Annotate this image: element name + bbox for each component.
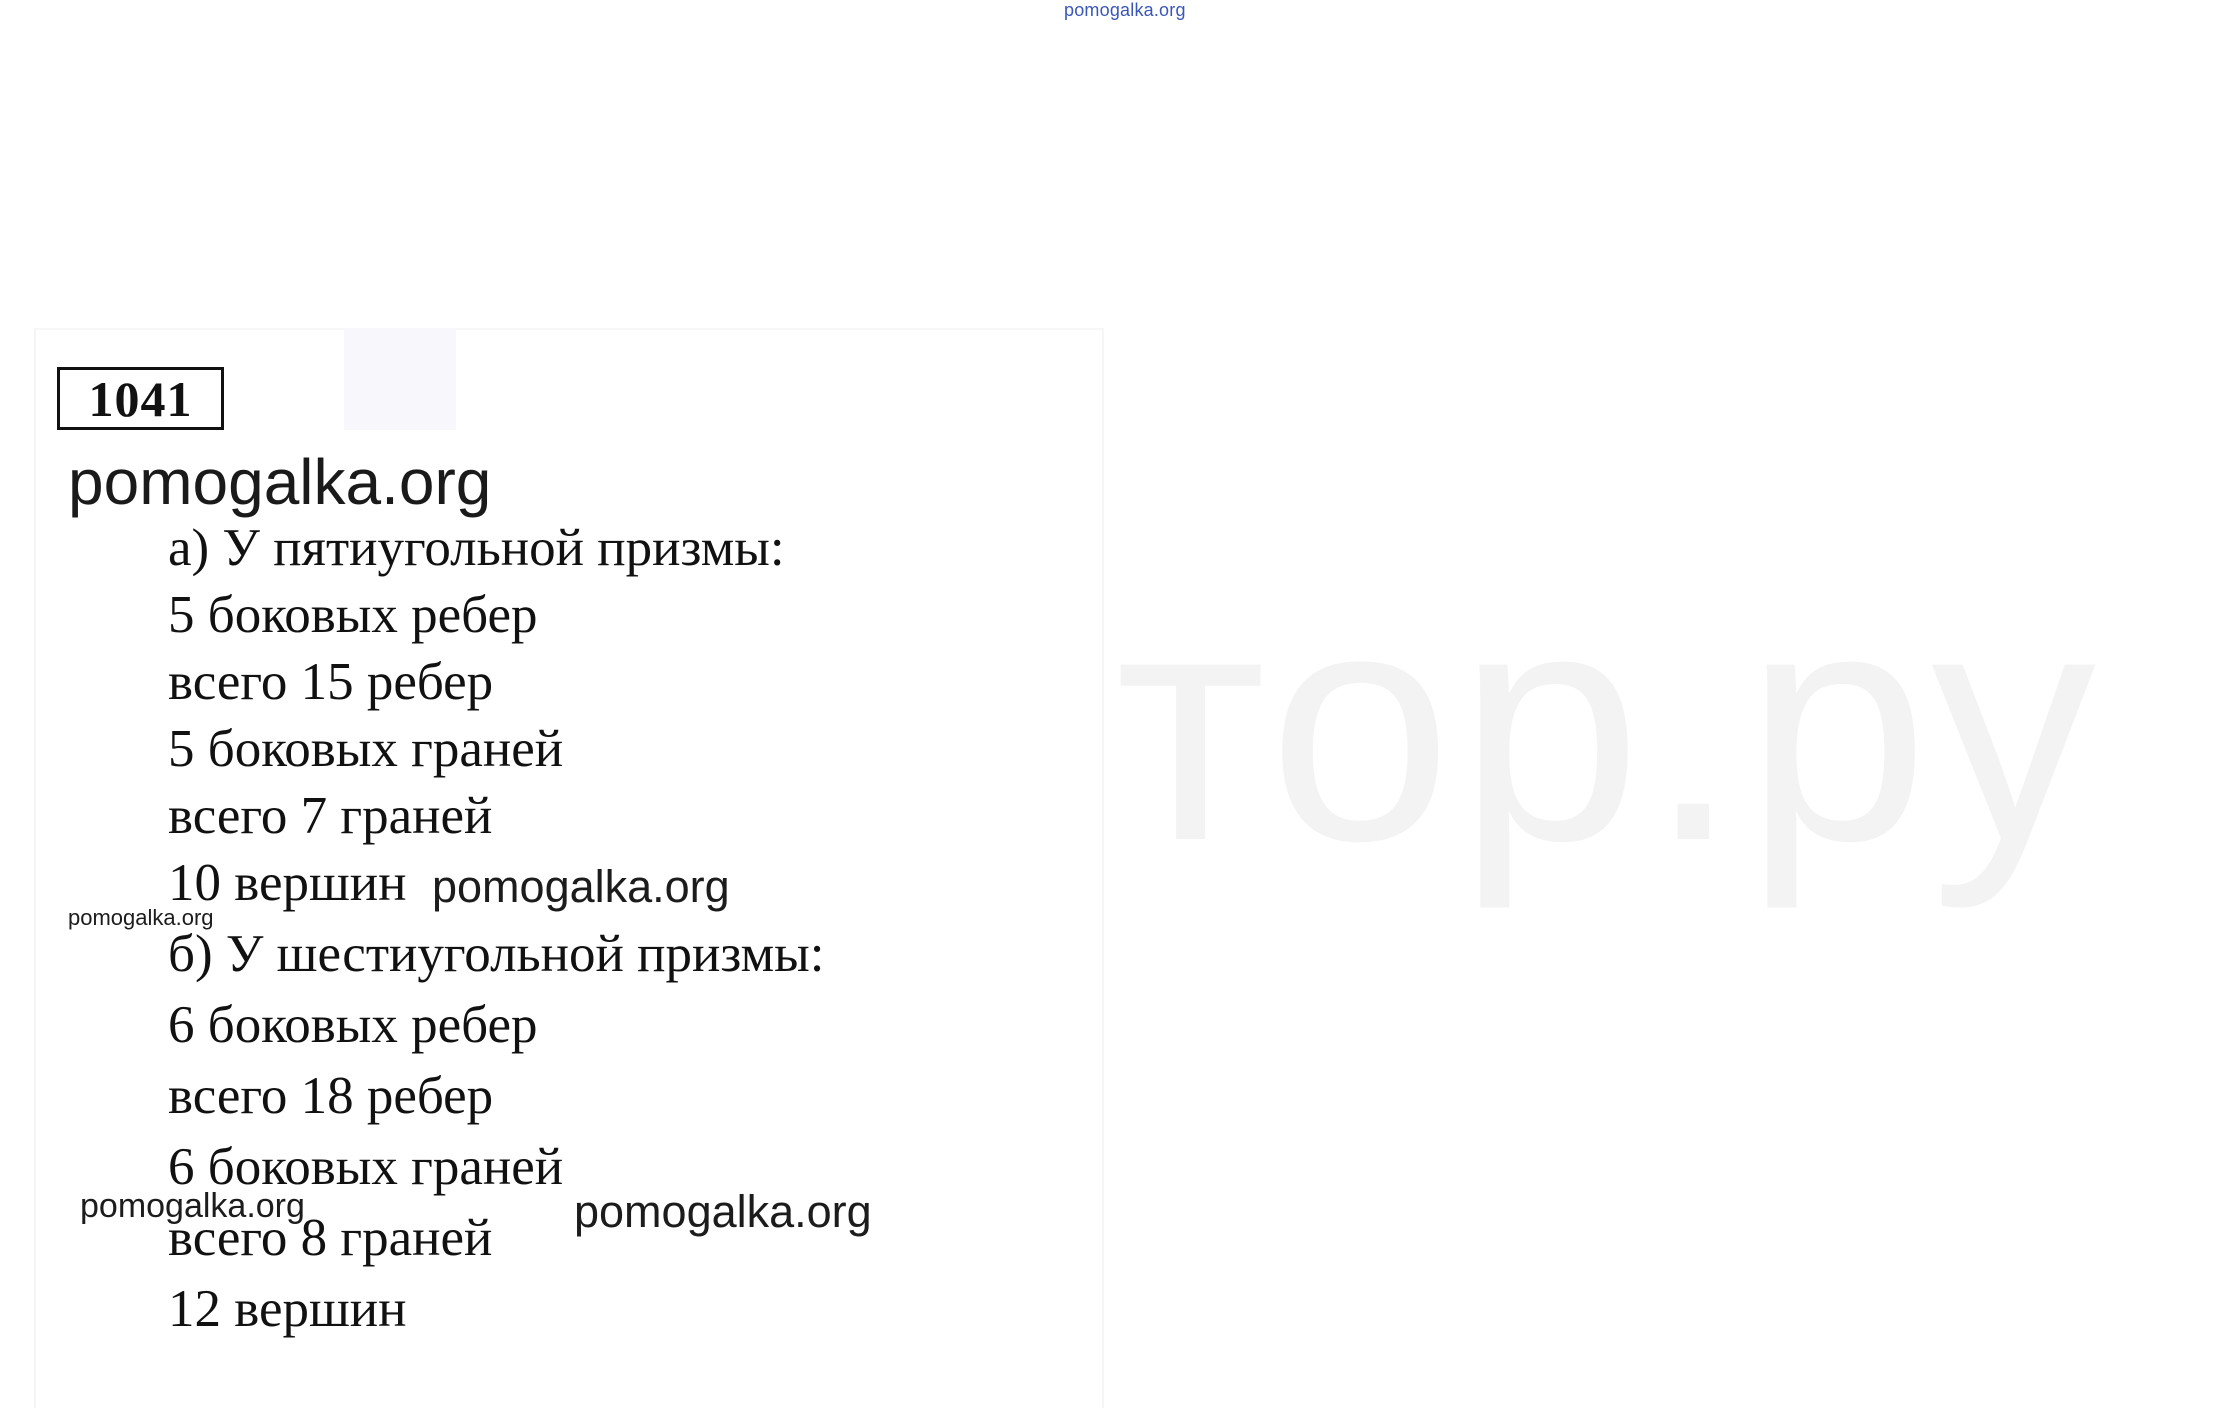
answer-line: 6 боковых ребер: [168, 996, 538, 1054]
watermark-text: pomogalka.org: [68, 905, 214, 930]
watermark-text: pomogalka.org: [80, 1187, 305, 1225]
answer-line: 5 боковых ребер: [168, 586, 538, 644]
scan-smudge: [344, 328, 456, 430]
watermark-text: pomogalka.org: [432, 861, 730, 912]
answer-line: 6 боковых граней: [168, 1138, 564, 1196]
watermark-text: pomogalka.org: [574, 1186, 872, 1237]
answer-line: всего 15 ребер: [168, 653, 494, 711]
answer-line: всего 8 граней: [168, 1209, 493, 1267]
problem-number: 1041: [57, 367, 224, 430]
part-a-heading: а) У пятиугольной призмы:: [168, 519, 785, 577]
site-label: pomogalka.org: [68, 446, 492, 518]
answer-line: всего 7 граней: [168, 787, 493, 845]
top-watermark: pomogalka.org: [1064, 0, 1186, 20]
ghost-watermark: тор.ру: [1115, 540, 2103, 909]
answer-line: всего 18 ребер: [168, 1067, 494, 1125]
answer-line: 5 боковых граней: [168, 720, 564, 778]
answer-line: 10 вершин: [168, 854, 407, 912]
part-b-heading: б) У шестиугольной призмы:: [168, 925, 825, 983]
answer-line: 12 вершин: [168, 1280, 407, 1338]
